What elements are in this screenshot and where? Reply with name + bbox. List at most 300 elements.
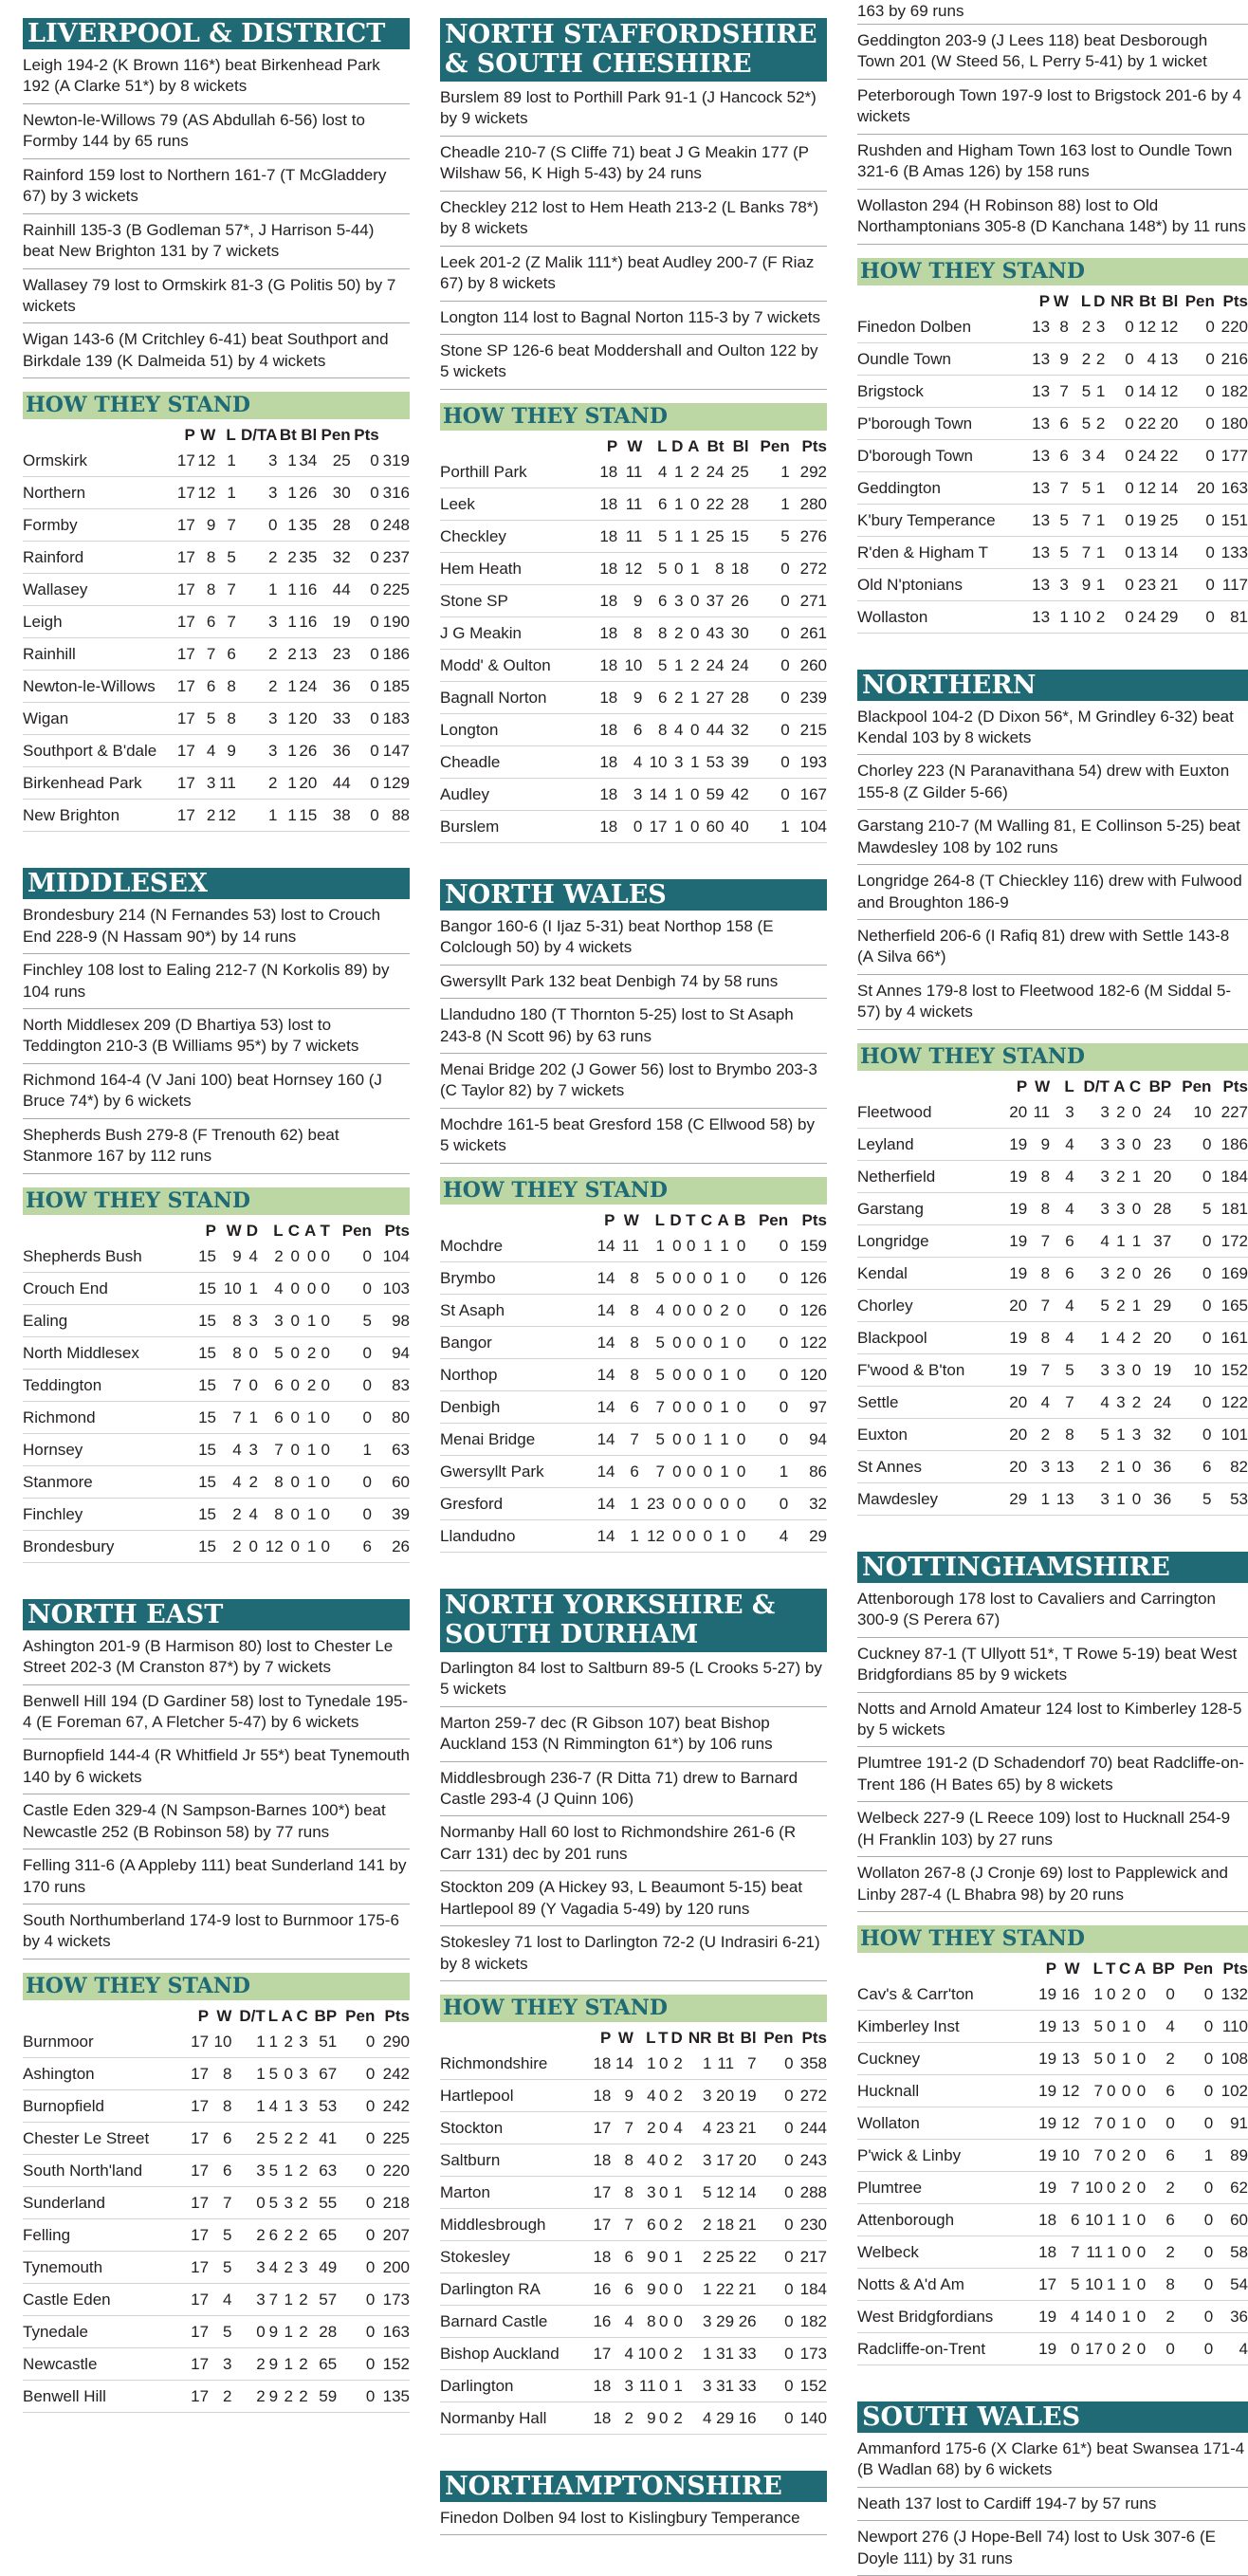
stat-cell: 10 (642, 745, 667, 778)
stat-cell: 1 (215, 477, 235, 509)
stat-cell: 0 (656, 2338, 669, 2370)
stat-cell: 0 (665, 1326, 682, 1358)
stat-cell: 4 (611, 2338, 633, 2370)
team-name: Settle (857, 1386, 1003, 1418)
stat-cell: 0 (665, 1390, 682, 1423)
table-row (440, 456, 827, 488)
stat-cell: 8 (617, 616, 642, 649)
stat-cell: 21 (734, 2273, 757, 2306)
stat-cell: 8 (633, 2306, 656, 2338)
stat-cell: 0 (1130, 2075, 1146, 2107)
stat-cell: 0 (729, 1423, 746, 1455)
column-header: Pen (345, 2006, 376, 2025)
stat-cell: 0 (1130, 2236, 1146, 2269)
stat-cell: 3 (683, 2080, 712, 2112)
stat-cell: 1 (330, 1433, 372, 1465)
stat-cell: 18 (593, 745, 617, 778)
team-name: Newton-le-Willows (23, 671, 174, 703)
stat-cell: 0 (696, 1261, 713, 1294)
stat-cell: 19 (317, 606, 350, 638)
result-text: Mochdre 161-5 beat Gresford 158 (C Ellwood 58) by 5 wickets (440, 1109, 827, 1164)
column-header (857, 285, 1028, 311)
stat-cell: 12 (1134, 311, 1156, 343)
table-row (857, 2075, 1248, 2107)
stat-cell: 25 (317, 445, 350, 477)
stat-cell: 4 (1050, 1289, 1074, 1321)
stat-cell: 29 (1156, 600, 1178, 633)
stat-cell: 17 (174, 671, 194, 703)
stat-cell: 0 (1126, 1353, 1142, 1386)
stat-cell: 4 (242, 1241, 258, 1273)
stat-cell: 4 (617, 745, 642, 778)
column-header: Bt (717, 2029, 735, 2047)
team-name: Leyland (857, 1128, 1003, 1160)
stat-cell: 3 (293, 2089, 308, 2122)
stat-cell: 12 (258, 1530, 284, 1562)
standings-header (440, 2022, 827, 2048)
stat-cell: 19 (1003, 1224, 1028, 1257)
stat-cell: 218 (375, 2186, 410, 2218)
standings-header (857, 1071, 1248, 1096)
result-text: Ammanford 175-6 (X Clarke 61*) beat Swansea 171-4 (B Wadlan 68) by 6 wickets (857, 2433, 1248, 2488)
stat-cell: 193 (790, 745, 827, 778)
stat-cell: 1 (300, 1433, 316, 1465)
stat-cell: 19 (1034, 2140, 1056, 2172)
column-2 (440, 0, 827, 2527)
standings-title: HOW THEY STAND (23, 392, 410, 419)
table-row (23, 2154, 410, 2186)
stat-cell: 1 (1110, 1450, 1126, 1482)
stat-cell: 0 (696, 1326, 713, 1358)
standings-table (23, 419, 410, 832)
stat-cell: 0 (1105, 407, 1133, 439)
stat-cell: 19 (1034, 1978, 1056, 2011)
team-name: Netherfield (857, 1160, 1003, 1192)
table-row (440, 1423, 827, 1455)
stat-cell: 0 (683, 584, 699, 616)
stat-cell: 0 (1175, 2269, 1213, 2301)
team-name: Mochdre (440, 1230, 589, 1262)
stat-cell: 19 (1034, 2011, 1056, 2043)
table-row (440, 2338, 827, 2370)
stat-cell: 8 (209, 2089, 231, 2122)
stat-cell: 2 (293, 2380, 308, 2412)
stat-cell: 0 (757, 2144, 794, 2177)
stat-cell: 3 (1074, 1482, 1110, 1515)
stat-cell: 13 (1028, 504, 1050, 536)
stat-cell: 31 (711, 2338, 734, 2370)
stat-cell: 22 (699, 488, 724, 520)
stat-cell: 2 (669, 2144, 683, 2177)
stat-cell: 5 (1171, 1482, 1211, 1515)
stat-cell: 81 (1215, 600, 1248, 633)
stat-cell: 1 (231, 2026, 265, 2058)
stat-cell: 0 (1130, 2204, 1146, 2236)
stat-cell: 0 (284, 1241, 300, 1273)
stat-cell: 1 (1126, 1289, 1142, 1321)
stat-cell: 0 (1171, 1418, 1211, 1450)
stat-cell: 37 (699, 584, 724, 616)
stat-cell: 0 (656, 2273, 669, 2306)
stat-cell: 2 (1110, 1257, 1126, 1289)
table-row (23, 542, 410, 574)
stat-cell: 0 (617, 810, 642, 842)
stat-cell: 2 (1115, 2333, 1130, 2365)
table-row (23, 2283, 410, 2315)
stat-cell: 20 (1003, 1450, 1028, 1482)
stat-cell: 8 (611, 2144, 633, 2177)
column-header: Bt (279, 426, 297, 445)
stat-cell: 6 (611, 2241, 633, 2273)
stat-cell: 23 (1134, 568, 1156, 600)
stat-cell: 3 (236, 703, 278, 735)
stat-cell: 16 (297, 606, 317, 638)
result-text: Wollaston 294 (H Robinson 88) lost to Old Northamptonians 305-8 (D Kanchana 148*) by 11 runs (857, 190, 1248, 245)
team-name: Darlington (440, 2370, 589, 2402)
stat-cell: 183 (379, 703, 410, 735)
stat-cell: 18 (593, 456, 617, 488)
table-row (23, 1433, 410, 1465)
stat-cell: 14 (589, 1261, 615, 1294)
stat-cell: 1 (712, 1261, 729, 1294)
stat-cell: 40 (725, 810, 749, 842)
stat-cell: 1 (712, 1358, 729, 1390)
stat-cell: 0 (284, 1433, 300, 1465)
stat-cell: 1 (242, 1272, 258, 1304)
stat-cell: 24 (699, 456, 724, 488)
stat-cell: 0 (1178, 311, 1214, 343)
stat-cell: 151 (1215, 504, 1248, 536)
stat-cell: 5 (209, 2315, 231, 2347)
standings-table (23, 1215, 410, 1563)
stat-cell: 24 (699, 649, 724, 681)
stat-cell: 19 (1034, 2107, 1056, 2140)
stat-cell: 152 (375, 2347, 410, 2380)
result-text: Menai Bridge 202 (J Gower 56) lost to Brymbo 203-3 (C Taylor 82) by 7 wickets (440, 1054, 827, 1109)
stat-cell: 14 (1080, 2301, 1103, 2333)
stat-cell: 17 (711, 2144, 734, 2177)
stat-cell: 10 (1080, 2172, 1103, 2204)
stat-cell: 0 (1175, 2107, 1213, 2140)
stat-cell: 0 (757, 2273, 794, 2306)
stat-cell: 4 (1050, 1128, 1074, 1160)
stat-cell: 2 (1027, 1418, 1050, 1450)
stat-cell: 20 (1003, 1418, 1028, 1450)
stat-cell: 126 (788, 1261, 827, 1294)
stat-cell: 1 (236, 800, 278, 832)
stat-cell: 0 (1175, 2011, 1213, 2043)
stat-cell: 9 (617, 584, 642, 616)
stat-cell: 3 (611, 2370, 633, 2402)
stat-cell: 0 (1103, 2301, 1115, 2333)
stat-cell: 6 (330, 1530, 372, 1562)
stat-cell: 24 (1134, 439, 1156, 471)
table-row (857, 536, 1248, 568)
stat-cell: 0 (682, 1487, 696, 1519)
stat-cell: 13 (1134, 536, 1156, 568)
table-row (440, 1294, 827, 1326)
stat-cell: 0 (231, 2186, 265, 2218)
stat-cell: 17 (174, 606, 194, 638)
stat-cell: 0 (665, 1294, 682, 1326)
stat-cell: 7 (615, 1423, 638, 1455)
table-row (857, 1418, 1248, 1450)
stat-cell: 8 (1146, 2269, 1175, 2301)
stat-cell: 0 (330, 1401, 372, 1433)
stat-cell: 6 (1146, 2140, 1175, 2172)
stat-cell: 22 (711, 2273, 734, 2306)
result-text: Peterborough Town 197-9 lost to Brigstock 201-6 by 4 wickets (857, 80, 1248, 135)
result-text: Bangor 160-6 (I Ijaz 5-31) beat Northop 158 (E Colclough 50) by 4 wickets (440, 911, 827, 966)
stat-cell: 0 (1171, 1160, 1211, 1192)
stat-cell: 7 (209, 2186, 231, 2218)
stat-cell: 0 (1056, 2333, 1079, 2365)
stat-cell: 2 (231, 2380, 265, 2412)
table-row (440, 2273, 827, 2306)
stat-cell: 14 (1156, 471, 1178, 504)
column-header: B (734, 1210, 746, 1229)
stat-cell: 1 (668, 520, 684, 552)
section-title-north-staffordshire-south-cheshire: NORTH STAFFORDSHIRE & SOUTH CHESHIRE (440, 18, 827, 82)
table-row (23, 2218, 410, 2251)
stat-cell: 7 (1080, 2075, 1103, 2107)
stat-cell: 2 (258, 1241, 284, 1273)
stat-cell: 0 (682, 1455, 696, 1487)
team-name: Marton (440, 2177, 589, 2209)
stat-cell: 0 (1126, 1482, 1142, 1515)
stat-cell: 7 (1069, 536, 1091, 568)
stat-cell: 35 (297, 509, 317, 542)
stat-cell: 39 (725, 745, 749, 778)
stat-cell: 7 (1027, 1289, 1050, 1321)
stat-cell: 23 (711, 2112, 734, 2144)
stat-cell: 20 (1156, 407, 1178, 439)
table-row (440, 616, 827, 649)
stat-cell: 3 (1074, 1257, 1110, 1289)
column-header: T (658, 2029, 669, 2047)
stat-cell: 2 (216, 1498, 242, 1530)
stat-cell: 6 (642, 488, 667, 520)
column-header: A (688, 436, 700, 455)
standings-header-row (857, 285, 1248, 311)
stat-cell: 117 (1215, 568, 1248, 600)
stat-cell: 8 (611, 2177, 633, 2209)
stat-cell: 18 (593, 488, 617, 520)
table-row (440, 2144, 827, 2177)
stat-cell: 0 (351, 638, 379, 671)
table-row (857, 2333, 1248, 2365)
column-header: Bl (740, 2029, 757, 2047)
stat-cell: 8 (195, 574, 215, 606)
stat-cell: 3 (293, 2057, 308, 2089)
stat-cell: 215 (790, 713, 827, 745)
stat-cell: 16 (297, 574, 317, 606)
stat-cell: 26 (297, 735, 317, 767)
stat-cell: 1 (277, 509, 296, 542)
stat-cell: 1 (1050, 600, 1069, 633)
column-header: W (623, 1210, 639, 1229)
stat-cell: 0 (330, 1465, 372, 1498)
stat-cell: 0 (330, 1241, 372, 1273)
stat-cell: 0 (316, 1498, 330, 1530)
stat-cell: 0 (729, 1358, 746, 1390)
stat-cell: 103 (372, 1272, 410, 1304)
stat-cell: 42 (725, 778, 749, 810)
column-header: Pts (384, 1221, 410, 1240)
column-header: W (226, 1221, 242, 1240)
stat-cell: 0 (1178, 375, 1214, 407)
stat-cell: 1 (749, 488, 790, 520)
stat-cell: 1 (668, 456, 684, 488)
team-name: Middlesbrough (440, 2209, 589, 2241)
stat-cell: 0 (337, 2026, 375, 2058)
stat-cell: 5 (1069, 407, 1091, 439)
section-title-middlesex: MIDDLESEX (23, 868, 410, 899)
stat-cell: 0 (696, 1487, 713, 1519)
stat-cell: 3 (1126, 1418, 1142, 1450)
result-text: Burnopfield 144-4 (R Whitfield Jr 55*) beat Tynemouth 140 by 6 wickets (23, 1739, 410, 1794)
stat-cell: 0 (1103, 2107, 1115, 2140)
team-name: Formby (23, 509, 174, 542)
stat-cell: 21 (734, 2112, 757, 2144)
stat-cell: 0 (284, 1369, 300, 1401)
stat-cell: 8 (615, 1358, 638, 1390)
stat-cell: 0 (682, 1519, 696, 1552)
column-header (857, 1071, 1003, 1096)
table-row (440, 713, 827, 745)
table-row (23, 671, 410, 703)
stat-cell: 0 (300, 1241, 316, 1273)
stat-cell: 1 (231, 2089, 265, 2122)
stat-cell: 15 (191, 1304, 216, 1336)
stat-cell: 7 (266, 2283, 278, 2315)
stat-cell: 1 (1110, 1482, 1126, 1515)
stat-cell: 26 (297, 477, 317, 509)
stat-cell: 173 (794, 2338, 827, 2370)
stat-cell: 15 (191, 1369, 216, 1401)
stat-cell: 243 (794, 2144, 827, 2177)
stat-cell: 9 (633, 2273, 656, 2306)
stat-cell: 13 (1028, 471, 1050, 504)
stat-cell: 12 (711, 2177, 734, 2209)
stat-cell: 4 (1213, 2333, 1248, 2365)
standings-body (23, 1241, 410, 1563)
stat-cell: 0 (1126, 1096, 1142, 1129)
stat-cell: 239 (790, 681, 827, 713)
stat-cell: 2 (669, 2338, 683, 2370)
standings-body (857, 311, 1248, 634)
stat-cell: 0 (1171, 1224, 1211, 1257)
stat-cell: 1 (278, 2315, 293, 2347)
stat-cell: 13 (1156, 342, 1178, 375)
stat-cell: 10 (1171, 1096, 1211, 1129)
stat-cell: 167 (790, 778, 827, 810)
stat-cell: 21 (1156, 568, 1178, 600)
table-row (440, 810, 827, 842)
stat-cell: 6 (215, 638, 235, 671)
stat-cell: 5 (749, 520, 790, 552)
stat-cell: 0 (1178, 536, 1214, 568)
result-text: Marton 259-7 dec (R Gibson 107) beat Bishop Auckland 153 (N Rimmington 61*) by 106 runs (440, 1707, 827, 1762)
section-title-liverpool-district: LIVERPOOL & DISTRICT (23, 18, 410, 49)
stat-cell: 15 (191, 1530, 216, 1562)
stat-cell: 0 (749, 616, 790, 649)
stat-cell: 13 (1028, 568, 1050, 600)
stat-cell: 244 (794, 2112, 827, 2144)
stat-cell: 0 (330, 1336, 372, 1369)
stat-cell: 5 (639, 1326, 665, 1358)
section-title-northern: NORTHERN (857, 670, 1248, 701)
result-text: South Northumberland 174-9 lost to Burnmoor 175-6 by 4 wickets (23, 1904, 410, 1960)
column-header: Pen (341, 1221, 372, 1240)
stat-cell: 2 (1146, 2236, 1175, 2269)
result-text: Rainford 159 lost to Northern 161-7 (T McGladdery 67) by 3 wickets (23, 159, 410, 214)
stat-cell: 2 (1146, 2301, 1175, 2333)
stat-cell: 3 (1074, 1353, 1110, 1386)
stat-cell: 1 (1091, 568, 1105, 600)
stat-cell: 53 (699, 745, 724, 778)
stat-cell: 4 (1146, 2011, 1175, 2043)
column-header: L (273, 1221, 284, 1240)
team-name: Plumtree (857, 2172, 1034, 2204)
team-name: Bangor (440, 1326, 589, 1358)
stat-cell: 13 (1028, 439, 1050, 471)
stat-cell: 14 (589, 1423, 615, 1455)
stat-cell: 16 (734, 2402, 757, 2435)
stat-cell: 2 (683, 2209, 712, 2241)
stat-cell: 0 (316, 1530, 330, 1562)
team-name: J G Meakin (440, 616, 593, 649)
stat-cell: 28 (1141, 1192, 1171, 1224)
stat-cell: 6 (1146, 2204, 1175, 2236)
stat-cell: 26 (1141, 1257, 1171, 1289)
table-row (857, 1224, 1248, 1257)
column-header: W (200, 426, 216, 445)
stat-cell: 6 (1171, 1450, 1211, 1482)
stat-cell: 36 (1141, 1482, 1171, 1515)
team-name: Bagnall Norton (440, 681, 593, 713)
stat-cell: 0 (669, 2306, 683, 2338)
stat-cell: 15 (725, 520, 749, 552)
stat-cell: 0 (278, 2057, 293, 2089)
result-text: Middlesbrough 236-7 (R Ditta 71) drew to Barnard Castle 293-4 (J Quinn 106) (440, 1762, 827, 1817)
stat-cell: 12 (215, 800, 235, 832)
stat-cell: 220 (1215, 311, 1248, 343)
stat-cell: 5 (1050, 1353, 1074, 1386)
column-header: Pts (801, 1210, 827, 1229)
column-header: A (304, 1221, 317, 1240)
stat-cell: 2 (277, 638, 296, 671)
stat-cell: 5 (330, 1304, 372, 1336)
stat-cell: 14 (642, 778, 667, 810)
stat-cell: 227 (1211, 1096, 1248, 1129)
stat-cell: 32 (788, 1487, 827, 1519)
stat-cell: 3 (1027, 1450, 1050, 1482)
stat-cell: 3 (209, 2347, 231, 2380)
stat-cell: 36 (1213, 2301, 1248, 2333)
stat-cell: 6 (195, 671, 215, 703)
stat-cell: 11 (1027, 1096, 1050, 1129)
stat-cell: 3 (236, 606, 278, 638)
stat-cell: 0 (1171, 1289, 1211, 1321)
stat-cell: 33 (734, 2338, 757, 2370)
stat-cell: 2 (1115, 2140, 1130, 2172)
stat-cell: 1 (277, 671, 296, 703)
stat-cell: 14 (589, 1230, 615, 1262)
stat-cell: 14 (589, 1487, 615, 1519)
stat-cell: 4 (266, 2089, 278, 2122)
stat-cell: 0 (757, 2112, 794, 2144)
